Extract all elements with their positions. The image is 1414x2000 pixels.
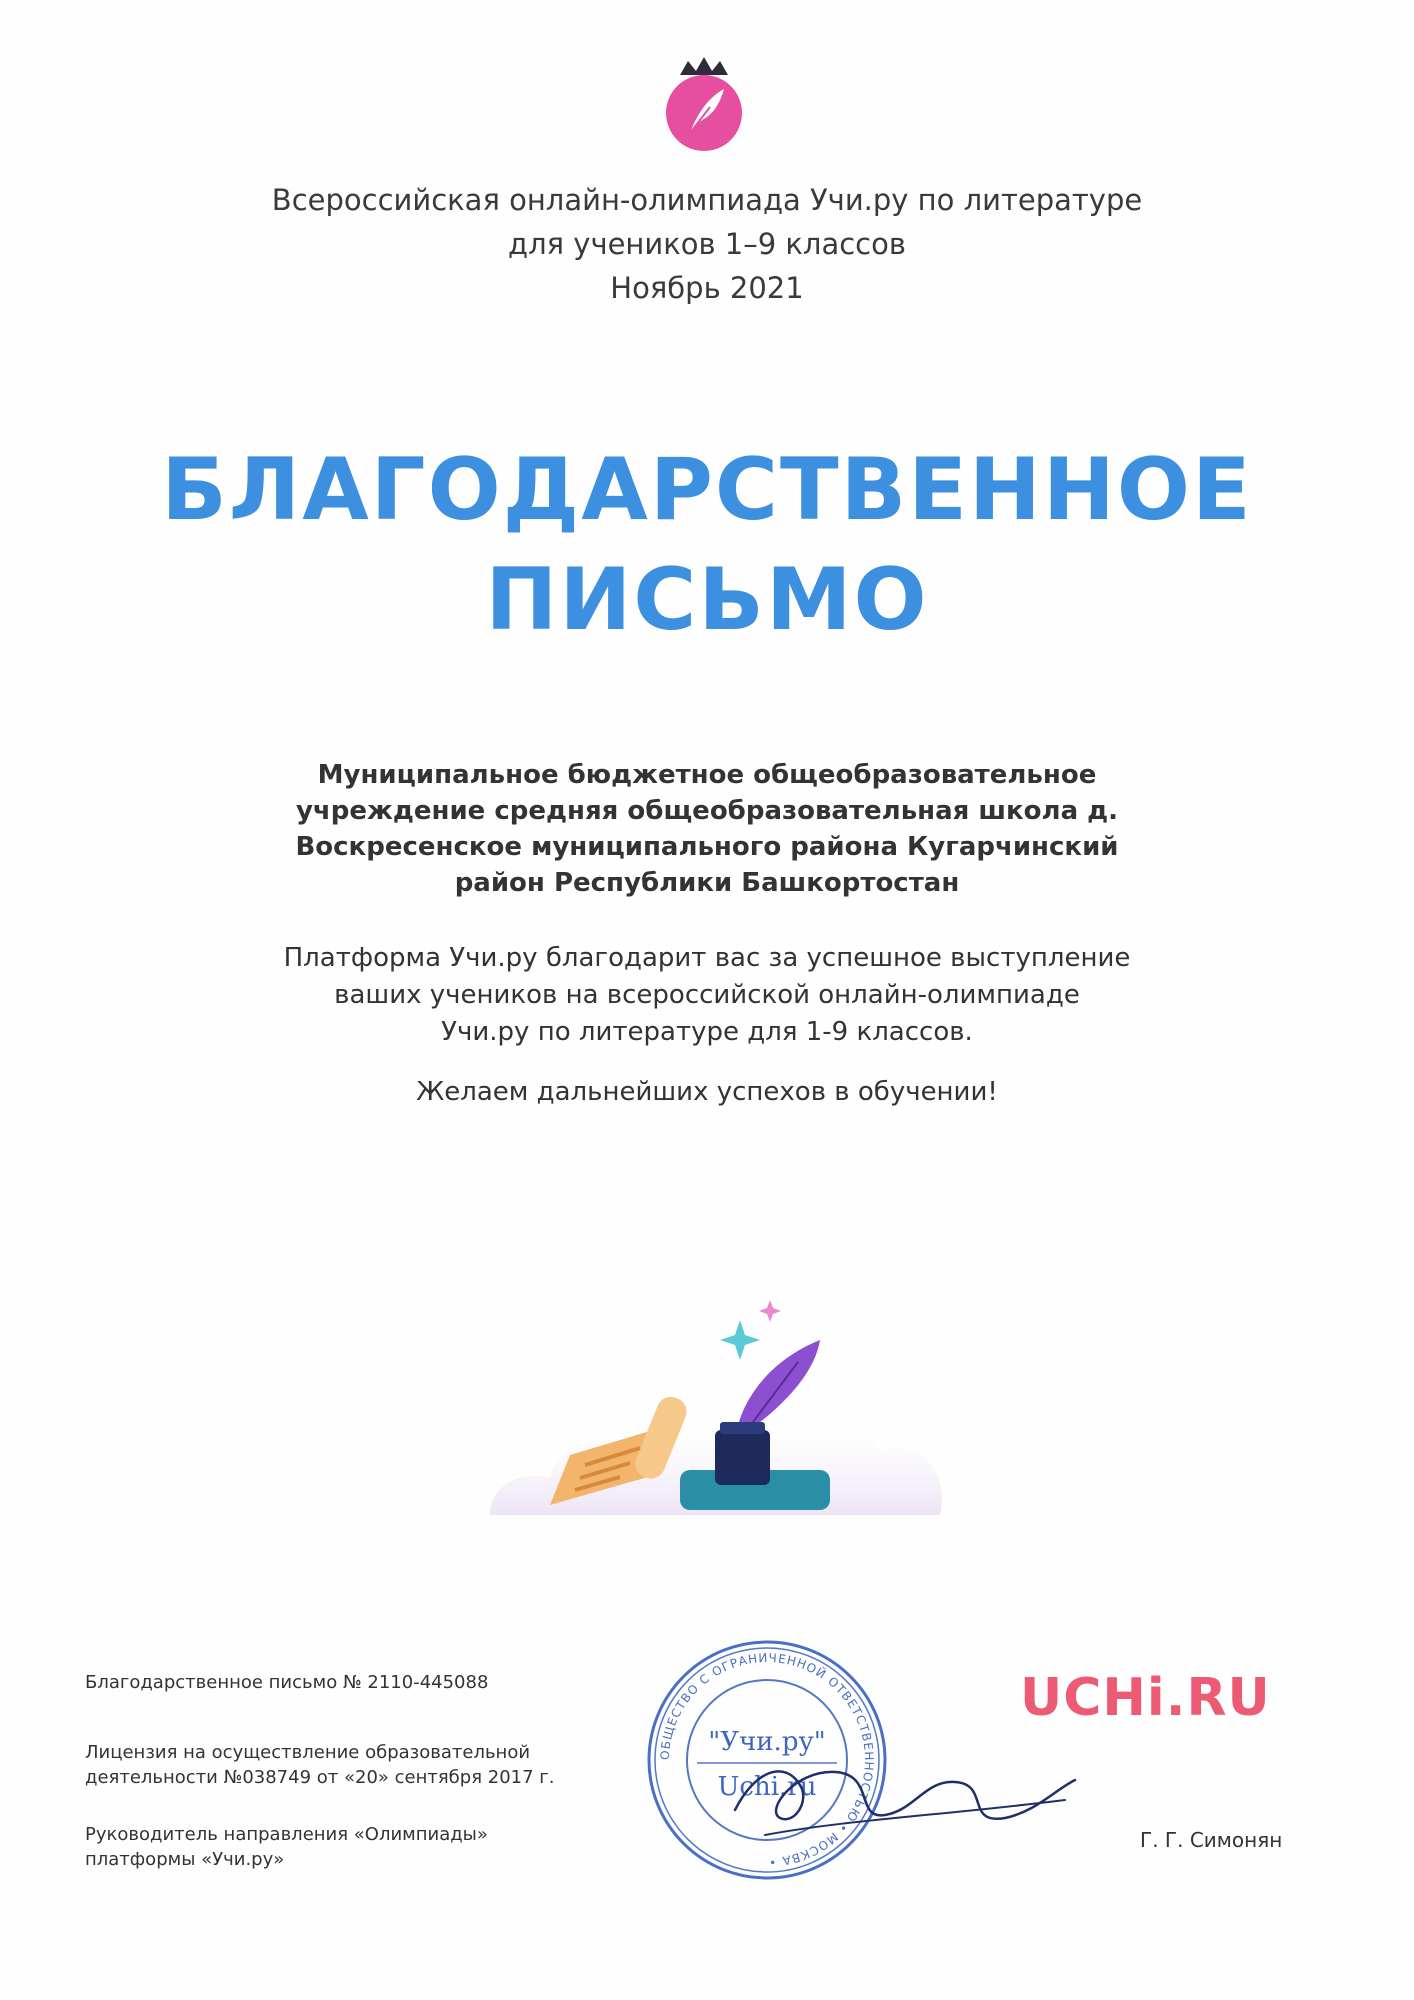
inkwell-scroll-illustration — [480, 1290, 950, 1530]
thank-you-message — [220, 940, 1194, 1051]
stamp-center-line-2: Uchi.ru — [717, 1772, 817, 1802]
org-line-1: Муниципальное бюджетное общеобразовательное — [317, 760, 1097, 790]
header-line-2: для учеников 1–9 классов — [508, 227, 906, 261]
message-line-3: Учи.ру по литературе для 1-9 классов. — [441, 1017, 973, 1047]
license-line-2: деятельности №038749 от «20» сентября 2017 г. — [85, 1767, 555, 1788]
org-line-4: район Республики Башкортостан — [454, 868, 960, 898]
uchi-ru-logo: UCHi.RU — [1020, 1668, 1271, 1728]
signer-position — [85, 1822, 605, 1872]
license-info — [85, 1740, 605, 1790]
signer-name: Г. Г. Симонян — [1140, 1828, 1283, 1852]
inkwell-icon — [715, 1430, 770, 1485]
position-line-2: платформы «Учи.ру» — [85, 1849, 285, 1870]
message-line-2: ваших учеников на всероссийской онлайн-олимпиаде — [334, 980, 1080, 1010]
header-line-1: Всероссийская онлайн-олимпиада Учи.ру по литературе — [271, 183, 1143, 217]
letter-number: Благодарственное письмо № 2110-445088 — [85, 1672, 489, 1693]
page-title — [0, 435, 1414, 655]
org-line-3: Воскресенское муниципального района Кугарчинский — [295, 832, 1119, 862]
feather-crown-icon — [660, 55, 748, 155]
olympiad-header — [0, 178, 1414, 310]
organization-name — [220, 757, 1194, 901]
title-line-2: ПИСЬМО — [485, 550, 929, 650]
wish-text: Желаем дальнейших успехов в обучении! — [416, 1077, 998, 1107]
header-date: Ноябрь 2021 — [610, 271, 804, 305]
title-line-1: БЛАГОДАРСТВЕННОЕ — [161, 440, 1253, 540]
stamp-ring-text: ОБЩЕСТВО С ОГРАНИЧЕННОЙ ОТВЕТСТВЕННОСТЬЮ • МОСКВА • — [657, 1650, 877, 1870]
license-line-1: Лицензия на осуществление образовательной — [85, 1742, 531, 1763]
position-line-1: Руководитель направления «Олимпиады» — [85, 1824, 488, 1845]
stamp-center-line-1: "Учи.ру" — [708, 1727, 826, 1757]
sparkle-pink-icon — [759, 1300, 781, 1322]
org-line-2: учреждение средняя общеобразовательная школа д. — [295, 796, 1119, 826]
sparkle-teal-icon — [720, 1320, 760, 1360]
message-line-1: Платформа Учи.ру благодарит вас за успешное выступление — [283, 943, 1131, 973]
